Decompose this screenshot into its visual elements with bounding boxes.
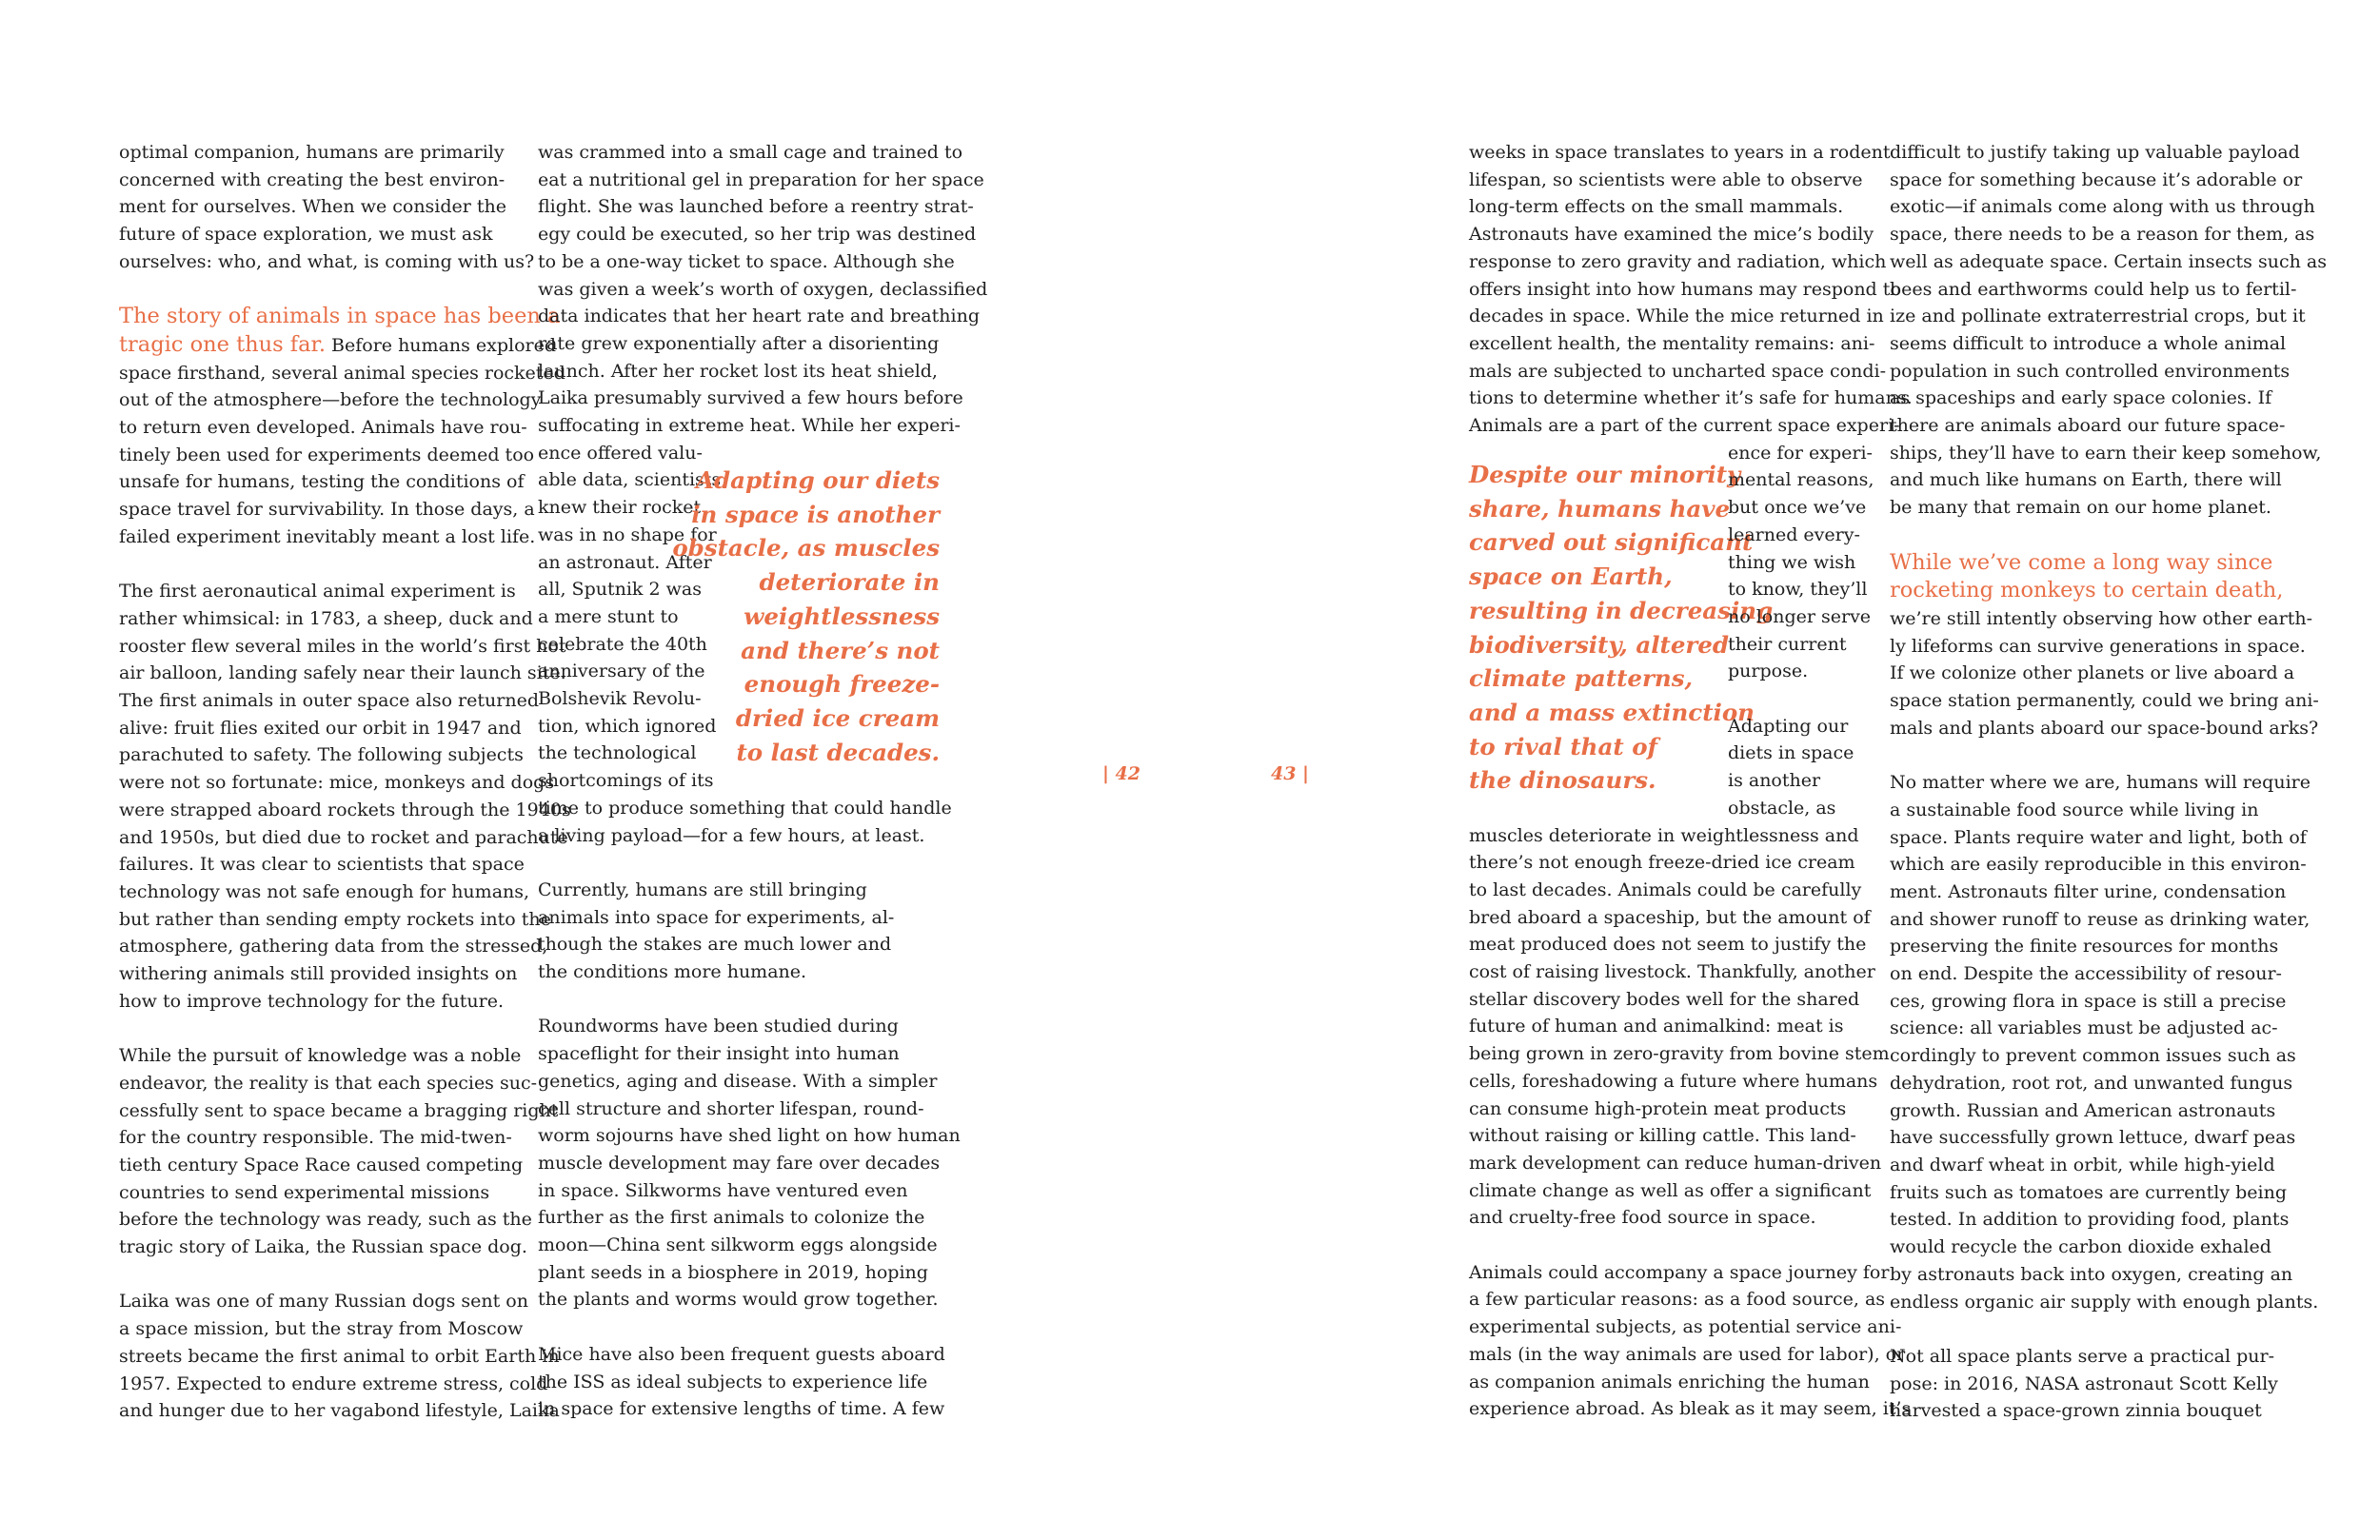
text-line: fruits such as tomatoes are currently being bbox=[1890, 1181, 2287, 1203]
text-line: rooster flew several miles in the world’s first hot bbox=[119, 635, 566, 657]
text-line: purpose. bbox=[1728, 661, 1809, 682]
text-line: mals are subjected to uncharted space condi- bbox=[1469, 360, 1887, 382]
text-line: endless organic air supply with enough plants. bbox=[1890, 1291, 2319, 1313]
text-line: failures. It was clear to scientists that space bbox=[119, 854, 525, 876]
text-line: parachuted to safety. The following subjects bbox=[119, 744, 524, 766]
text-line: is another bbox=[1728, 770, 1821, 792]
text-line: to rival that of bbox=[1469, 732, 1658, 760]
text-line: meat produced does not seem to justify the bbox=[1469, 934, 1867, 956]
text-line: the ISS as ideal subjects to experience life bbox=[538, 1371, 928, 1392]
text-line: Bolshevik Revolu- bbox=[538, 688, 702, 710]
text-line: weeks in space translates to years in a rodent bbox=[1469, 142, 1891, 163]
text-line: the plants and worms would grow together. bbox=[538, 1289, 939, 1311]
text-line: obstacle, as bbox=[1728, 797, 1836, 819]
text-line: While the pursuit of knowledge was a noble bbox=[119, 1045, 522, 1067]
text-line: space. Plants require water and light, both of bbox=[1890, 826, 2307, 848]
paragraph-gap bbox=[538, 986, 947, 1014]
text-line: to be a one-way ticket to space. Although she bbox=[538, 250, 955, 272]
text-line: optimal companion, humans are primarily bbox=[119, 142, 505, 163]
text-line: response to zero gravity and radiation, which bbox=[1469, 250, 1887, 272]
text-line: muscles deteriorate in weightlessness and bbox=[1469, 824, 1859, 846]
text-line: in space for extensive lengths of time. A few bbox=[538, 1398, 945, 1420]
text-line: The first aeronautical animal experiment is bbox=[119, 581, 516, 602]
paragraph-gap bbox=[1890, 1315, 2299, 1343]
text-line: thing we wish bbox=[1728, 551, 1856, 573]
left-column-2-top bbox=[538, 139, 988, 440]
text-line: rate grew exponentially after a disorienting bbox=[538, 332, 940, 354]
paragraph-gap bbox=[119, 1261, 519, 1289]
right-column-3-bottom bbox=[1469, 822, 1912, 1423]
text-line: future of human and animalkind: meat is bbox=[1469, 1016, 1844, 1037]
text-line: future of space exploration, we must ask bbox=[119, 224, 493, 246]
text-line: eat a nutritional gel in preparation for her space bbox=[538, 168, 984, 190]
text-line: If we colonize other planets or live aboard a bbox=[1890, 662, 2295, 684]
text-line: cordingly to prevent common issues such as bbox=[1890, 1045, 2296, 1067]
text-line: offers insight into how humans may respond to bbox=[1469, 278, 1901, 300]
text-line: atmosphere, gathering data from the stressed, bbox=[119, 936, 548, 958]
text-line: an astronaut. After bbox=[538, 551, 712, 573]
text-line: the conditions more humane. bbox=[538, 961, 807, 982]
text-line: the technological bbox=[538, 742, 697, 764]
text-line: dehydration, root rot, and unwanted fungus bbox=[1890, 1072, 2293, 1094]
text-line: no longer serve bbox=[1728, 605, 1872, 627]
text-line: all, Sputnik 2 was bbox=[538, 579, 702, 601]
text-line: deteriorate in bbox=[759, 568, 940, 597]
text-line: was in no shape for bbox=[538, 523, 717, 545]
text-line: a few particular reasons: as a food source, as bbox=[1469, 1289, 1886, 1311]
text-line: as companion animals enriching the human bbox=[1469, 1371, 1870, 1392]
text-line: experimental subjects, as potential service ani- bbox=[1469, 1316, 1902, 1338]
text-line: lifespan, so scientists were able to observe bbox=[1469, 168, 1863, 190]
text-line: enough freeze- bbox=[744, 670, 940, 699]
headline-text: The story of animals in space has been a bbox=[119, 304, 561, 329]
text-line: endeavor, the reality is that each species suc- bbox=[119, 1072, 538, 1094]
paragraph-gap bbox=[538, 849, 947, 877]
text-line: science: all variables must be adjusted ac- bbox=[1890, 1017, 2278, 1039]
text-line: The first animals in outer space also returned bbox=[119, 690, 539, 712]
text-line: tragic story of Laika, the Russian space dog. bbox=[119, 1236, 527, 1258]
text-line: bred aboard a spaceship, but the amount of bbox=[1469, 906, 1871, 928]
text-line: difficult to justify taking up valuable payload bbox=[1890, 142, 2300, 163]
text-line: Currently, humans are still bringing bbox=[538, 879, 867, 900]
left-column-1 bbox=[119, 139, 571, 1425]
text-line: decades in space. While the mice returned in bbox=[1469, 306, 1884, 327]
text-line: being grown in zero-gravity from bovine stem bbox=[1469, 1043, 1890, 1065]
text-line: space, there needs to be a reason for them, as bbox=[1890, 224, 2315, 246]
text-line: was given a week’s worth of oxygen, declassified bbox=[538, 278, 988, 300]
text-line: ize and pollinate extraterrestrial crops, but it bbox=[1890, 306, 2306, 327]
text-line: before the technology was ready, such as the bbox=[119, 1209, 532, 1231]
right-column-4 bbox=[1890, 139, 2327, 1425]
text-line: mental reasons, bbox=[1728, 469, 1874, 491]
text-line: cost of raising livestock. Thankfully, another bbox=[1469, 961, 1875, 983]
text-line: time to produce something that could handle bbox=[538, 797, 952, 819]
pull-quote-left bbox=[672, 464, 940, 769]
paragraph-gap bbox=[119, 1015, 519, 1042]
text-line: ces, growing flora in space is still a precise bbox=[1890, 990, 2287, 1012]
text-line: and there’s not bbox=[741, 636, 940, 664]
text-line: Animals are a part of the current space experi- bbox=[1469, 415, 1900, 437]
text-line: ence for experi- bbox=[1728, 442, 1873, 464]
text-line: technology was not safe enough for humans, bbox=[119, 880, 530, 902]
text-line: Despite our minority bbox=[1469, 461, 1741, 488]
text-line: carved out significant bbox=[1469, 528, 1754, 557]
text-line: countries to send experimental missions bbox=[119, 1181, 490, 1203]
text-line: in space. Silkworms have ventured even bbox=[538, 1179, 908, 1201]
text-line: as spaceships and early space colonies. If bbox=[1890, 387, 2272, 409]
text-line: mals (in the way animals are used for labor), or bbox=[1469, 1343, 1906, 1365]
text-line: to last decades. bbox=[736, 738, 940, 766]
text-line: failed experiment inevitably meant a lost life. bbox=[119, 525, 536, 547]
text-line: worm sojourns have shed light on how human bbox=[538, 1125, 961, 1147]
text-line: ence offered valu- bbox=[538, 442, 703, 464]
text-line: mals and plants aboard our space-bound arks? bbox=[1890, 717, 2319, 739]
text-line: and hunger due to her vagabond lifestyle, Laika bbox=[119, 1400, 560, 1422]
text-line: there are animals aboard our future space- bbox=[1890, 415, 2286, 437]
paragraph-gap bbox=[1469, 1232, 1878, 1259]
text-line: genetics, aging and disease. With a simpler bbox=[538, 1070, 938, 1092]
headline-text: While we’ve come a long way since bbox=[1890, 549, 2273, 575]
text-line: were strapped aboard rockets through the 1940s bbox=[119, 799, 571, 820]
text-line: and dwarf wheat in orbit, while high-yield bbox=[1890, 1154, 2275, 1175]
text-line: which are easily reproducible in this environ- bbox=[1890, 854, 2307, 876]
text-line: further as the first animals to colonize the bbox=[538, 1207, 925, 1229]
text-line: seems difficult to introduce a whole animal bbox=[1890, 332, 2287, 354]
text-line: ly lifeforms can survive generations in space. bbox=[1890, 635, 2306, 657]
text-line: air balloon, landing safely near their launch site. bbox=[119, 662, 566, 684]
text-line: a mere stunt to bbox=[538, 605, 679, 627]
paragraph-gap bbox=[1728, 685, 1899, 713]
text-line: space travel for survivability. In those days, a bbox=[119, 499, 535, 521]
text-line: well as adequate space. Certain insects such as bbox=[1890, 250, 2327, 272]
text-line: tinely been used for experiments deemed too bbox=[119, 444, 535, 465]
text-line: shortcomings of its bbox=[538, 770, 714, 792]
text-line: a living payload—for a few hours, at least. bbox=[538, 824, 925, 846]
text-line: Astronauts have examined the mice’s bodily bbox=[1469, 224, 1874, 246]
headline-text: tragic one thus far. bbox=[119, 331, 326, 357]
text-line: rather whimsical: in 1783, a sheep, duck and bbox=[119, 607, 533, 629]
text-line: cessfully sent to space became a bragging right bbox=[119, 1099, 559, 1121]
text-line: ment for ourselves. When we consider the bbox=[119, 196, 507, 218]
text-line: though the stakes are much lower and bbox=[538, 934, 892, 956]
paragraph-gap bbox=[538, 1313, 947, 1341]
text-line: Mice have also been frequent guests aboard bbox=[538, 1343, 945, 1365]
text-line: No matter where we are, humans will require bbox=[1890, 772, 2311, 794]
text-line: can consume high-protein meat products bbox=[1469, 1097, 1847, 1119]
text-line: space on Earth, bbox=[1469, 563, 1673, 591]
text-line: launch. After her rocket lost its heat shield, bbox=[538, 360, 938, 382]
text-line: celebrate the 40th bbox=[538, 633, 707, 655]
text-line: growth. Russian and American astronauts bbox=[1890, 1099, 2276, 1121]
text-line: animals into space for experiments, al- bbox=[538, 906, 895, 928]
right-column-3-wrap bbox=[1728, 440, 1899, 822]
text-line: pose: in 2016, NASA astronaut Scott Kelly bbox=[1890, 1372, 2278, 1394]
text-line: egy could be executed, so her trip was destined bbox=[538, 224, 977, 246]
text-line: obstacle, as muscles bbox=[672, 534, 940, 563]
text-line: to return even developed. Animals have rou- bbox=[119, 417, 527, 439]
text-line: muscle development may fare over decades bbox=[538, 1152, 941, 1174]
text-line: share, humans have bbox=[1469, 494, 1731, 523]
text-line: mark development can reduce human-driven bbox=[1469, 1152, 1882, 1174]
left-column-2-bottom bbox=[538, 795, 961, 1423]
text-line: data indicates that her heart rate and breathing bbox=[538, 306, 980, 327]
text-line: dried ice cream bbox=[735, 703, 940, 732]
text-line: we’re still intently observing how other earth- bbox=[1890, 607, 2313, 629]
text-line: learned every- bbox=[1728, 523, 1860, 545]
text-line: moon—China sent silkworm eggs alongside bbox=[538, 1234, 938, 1256]
text-line: space station permanently, could we bring ani- bbox=[1890, 690, 2319, 712]
text-line: a space mission, but the stray from Moscow bbox=[119, 1318, 524, 1340]
text-line: space firsthand, several animal species rocketed bbox=[119, 362, 565, 384]
text-line: climate change as well as offer a significant bbox=[1469, 1179, 1872, 1201]
text-line: anniversary of the bbox=[538, 661, 705, 682]
text-line: tieth century Space Race caused competing bbox=[119, 1154, 524, 1175]
text-line: Roundworms have been studied during bbox=[538, 1016, 899, 1037]
text-line: exotic—if animals come along with us through bbox=[1890, 196, 2315, 218]
text-line: there’s not enough freeze-dried ice cream bbox=[1469, 852, 1855, 874]
paragraph-gap bbox=[1890, 741, 2299, 769]
text-line: space for something because it’s adorable or bbox=[1890, 168, 2303, 190]
text-line: a sustainable food source while living in bbox=[1890, 799, 2259, 820]
text-line: on end. Despite the accessibility of resour- bbox=[1890, 963, 2282, 985]
paragraph-gap bbox=[119, 276, 519, 304]
text-line: their current bbox=[1728, 633, 1847, 655]
page-number-left: | 42 bbox=[1102, 763, 1140, 784]
text-line: out of the atmosphere—before the technology bbox=[119, 389, 542, 411]
text-line: were not so fortunate: mice, monkeys and dogs bbox=[119, 772, 555, 794]
text-line: 1957. Expected to endure extreme stress, cold bbox=[119, 1372, 548, 1394]
text-line: weightlessness bbox=[744, 602, 940, 630]
text-line bbox=[119, 303, 561, 331]
text-line: diets in space bbox=[1728, 742, 1854, 764]
text-line: biodiversity, altered bbox=[1469, 630, 1730, 659]
text-line: Not all space plants serve a practical pur- bbox=[1890, 1345, 2275, 1367]
text-line: Animals could accompany a space journey for bbox=[1469, 1261, 1890, 1283]
text-line: flight. She was launched before a reentry strat- bbox=[538, 196, 974, 218]
text-line: and cruelty-free food source in space. bbox=[1469, 1207, 1816, 1229]
text-line: but once we’ve bbox=[1728, 497, 1867, 519]
text-line: be many that remain on our home planet. bbox=[1890, 497, 2271, 519]
text-line: would recycle the carbon dioxide exhaled bbox=[1890, 1236, 2271, 1258]
text-line: and shower runoff to reuse as drinking water, bbox=[1890, 908, 2311, 930]
right-column-3-top bbox=[1469, 139, 1913, 440]
paragraph-gap bbox=[119, 551, 519, 579]
text-line: by astronauts back into oxygen, creating an bbox=[1890, 1263, 2293, 1285]
text-line: harvested a space-grown zinnia bouquet bbox=[1890, 1400, 2262, 1422]
text-line: Laika presumably survived a few hours before bbox=[538, 387, 963, 409]
text-line: experience abroad. As bleak as it may seem, it’s bbox=[1469, 1398, 1912, 1420]
text-line: was crammed into a small cage and trained to bbox=[538, 142, 963, 163]
text-line: alive: fruit flies exited our orbit in 1947 and bbox=[119, 717, 522, 739]
text-line: tragic one thus far. Before humans explored bbox=[119, 331, 557, 357]
text-line: tions to determine whether it’s safe for humans. bbox=[1469, 387, 1913, 409]
text-line: plant seeds in a biosphere in 2019, hoping bbox=[538, 1261, 928, 1283]
paragraph-gap bbox=[1890, 522, 2299, 549]
text-line: spaceflight for their insight into human bbox=[538, 1043, 900, 1065]
text-line: in space is another bbox=[691, 500, 940, 528]
text-line: Adapting our diets bbox=[696, 466, 940, 494]
text-line: cell structure and shorter lifespan, round- bbox=[538, 1097, 924, 1119]
text-line: have successfully grown lettuce, dwarf peas bbox=[1890, 1127, 2296, 1149]
text-line: without raising or killing cattle. This land- bbox=[1469, 1125, 1856, 1147]
text-line: and much like humans on Earth, there will bbox=[1890, 469, 2282, 491]
text-line: population in such controlled environments bbox=[1890, 360, 2291, 382]
text-line: for the country responsible. The mid-twen- bbox=[119, 1127, 512, 1149]
text-line bbox=[1890, 549, 2299, 578]
text-line: Laika was one of many Russian dogs sent on bbox=[119, 1291, 528, 1313]
text-line: withering animals still provided insights on bbox=[119, 963, 518, 985]
page-number-right: 43 | bbox=[1271, 763, 1309, 784]
text-line: how to improve technology for the future. bbox=[119, 990, 505, 1012]
text-line: streets became the first animal to orbit Earth in bbox=[119, 1345, 560, 1367]
text-line: bees and earthworms could help us to fertil- bbox=[1890, 278, 2297, 300]
text-line: the dinosaurs. bbox=[1469, 766, 1656, 795]
text-line: to know, they’ll bbox=[1728, 579, 1868, 601]
text-line: long-term effects on the small mammals. bbox=[1469, 196, 1844, 218]
text-line: ourselves: who, and what, is coming with us? bbox=[119, 250, 535, 272]
text-line: ment. Astronauts filter urine, condensation bbox=[1890, 880, 2287, 902]
text-line: stellar discovery bodes well for the shared bbox=[1469, 988, 1860, 1010]
text-line: but rather than sending empty rockets into the bbox=[119, 908, 551, 930]
text-line: to last decades. Animals could be carefully bbox=[1469, 879, 1862, 900]
text-line: and 1950s, but died due to rocket and parachute bbox=[119, 826, 568, 848]
text-line: excellent health, the mentality remains: ani- bbox=[1469, 332, 1875, 354]
headline-text: rocketing monkeys to certain death, bbox=[1890, 578, 2284, 603]
text-line: ships, they’ll have to earn their keep somehow, bbox=[1890, 442, 2322, 464]
text-line: Adapting our bbox=[1728, 715, 1849, 737]
text-line: suffocating in extreme heat. While her experi- bbox=[538, 415, 961, 437]
text-line: concerned with creating the best environ- bbox=[119, 168, 506, 190]
text-line: tested. In addition to providing food, plants bbox=[1890, 1209, 2290, 1231]
text-line: cells, foreshadowing a future where humans bbox=[1469, 1070, 1878, 1092]
text-line: tion, which ignored bbox=[538, 715, 717, 737]
text-line: unsafe for humans, testing the conditions of bbox=[119, 471, 525, 493]
text-line: climate patterns, bbox=[1469, 664, 1694, 693]
text-line: and a mass extinction bbox=[1469, 698, 1755, 726]
text-line bbox=[1890, 577, 2299, 605]
text-line: resulting in decreasing bbox=[1469, 596, 1774, 624]
text-line: preserving the finite resources for months bbox=[1890, 936, 2279, 958]
text-line: able data, scientists bbox=[538, 469, 722, 491]
text-line: knew their rocket bbox=[538, 497, 702, 519]
